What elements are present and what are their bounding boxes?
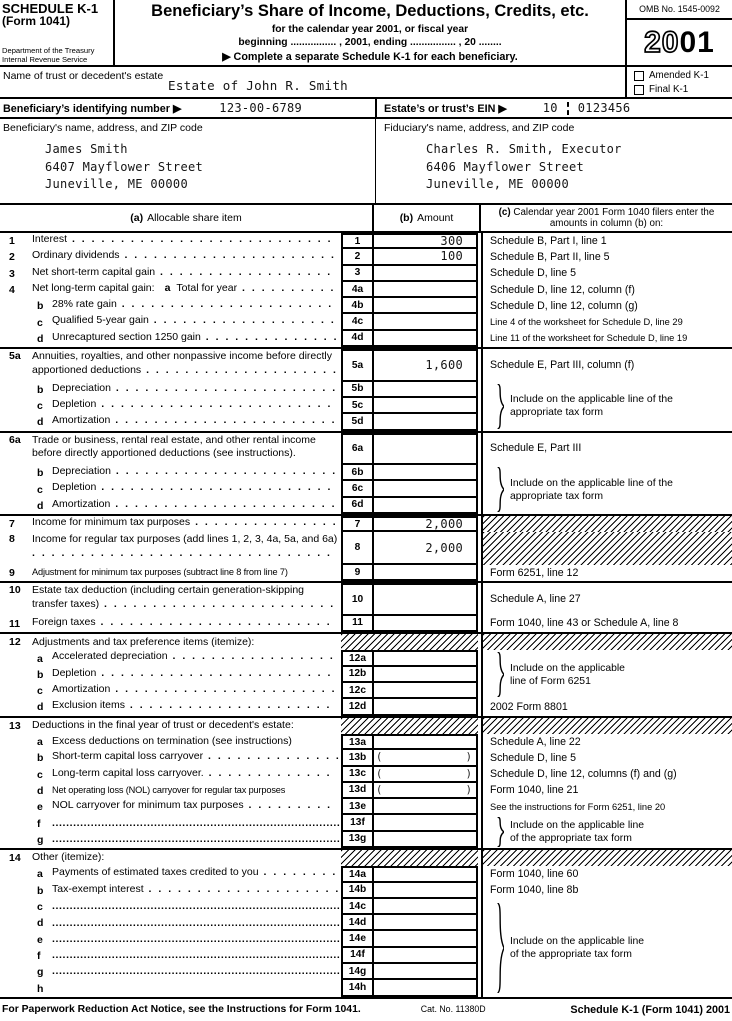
row-label: Income for minimum tax purposes . . (32, 516, 341, 532)
line-number: h (37, 982, 44, 995)
sub-line-letter: a (164, 281, 171, 294)
line-number-box: 13b (341, 750, 374, 766)
paperwork-notice: For Paperwork Reduction Act Notice, see the Instructions for Form 1041. (2, 1003, 361, 1015)
row-label: Foreign taxes . . (32, 616, 341, 632)
row-label: Net short-term capital gain . . (32, 266, 341, 282)
beneficiary-address-label: Beneficiary's name, address, and ZIP code (3, 122, 203, 134)
line-number-box: 8 (341, 532, 374, 565)
fiduciary-name: Charles R. Smith, Executor (426, 142, 622, 156)
column-b-header (374, 205, 481, 231)
column-c-ref: Schedule A, line 22 (481, 734, 732, 750)
amount-value: 2,000 (425, 517, 463, 532)
table-row (0, 783, 732, 799)
id-numbers-row (0, 99, 732, 119)
row-label: Amortization . . (52, 414, 341, 430)
instruction-line: ▶ Complete a separate Schedule K-1 for each beneficiary. (222, 51, 518, 63)
line-number-box: 13d (341, 783, 374, 799)
line-number-box: 14a (341, 866, 374, 882)
fiduciary-address-block (375, 119, 732, 203)
column-c-ref: Schedule D, line 5 (481, 750, 732, 766)
brace-icon (496, 652, 504, 697)
ein-divider (567, 102, 569, 115)
catalog-number: Cat. No. 11380D (420, 1003, 486, 1014)
department-lines (2, 47, 111, 64)
line-number: 8 (9, 533, 15, 546)
column-c-ref: Schedule D, line 12, column (f) (481, 282, 732, 298)
write-in-line[interactable] (52, 965, 341, 979)
table-row (0, 266, 732, 282)
line-number: b (37, 383, 44, 396)
line-number: 3 (9, 267, 15, 280)
write-in-line[interactable] (52, 833, 341, 847)
brace-note: Include on the applicable line of Form 6251 (510, 662, 625, 687)
row-label: Amortization . . (52, 683, 341, 699)
brace-icon (496, 903, 504, 993)
column-c-hatched (481, 850, 732, 866)
fiduciary-address-label: Fiduciary's name, address, and ZIP code (384, 122, 575, 134)
column-c-ref: Form 1040, line 8b (481, 883, 732, 899)
table-row (0, 249, 732, 265)
brace-icon (496, 467, 504, 512)
beneficiary-street: 6407 Mayflower Street (45, 159, 204, 174)
line-number: e (37, 933, 43, 946)
table-row (0, 699, 732, 715)
line-number: f (37, 949, 41, 962)
table-body (0, 233, 732, 997)
line-number: a (37, 868, 43, 881)
line-number-box: 12a (341, 650, 374, 666)
column-c-ref: Schedule D, line 12, columns (f) and (g) (481, 767, 732, 783)
line-number-box: 13g (341, 832, 374, 848)
section-line-6 (0, 431, 732, 514)
line-number-box: 2 (341, 249, 374, 265)
brace-group-5 (496, 382, 673, 431)
line-number: 2 (9, 251, 15, 264)
section-line-13 (0, 716, 732, 848)
row-label: Excess deductions on termination (see instructions) (52, 735, 292, 748)
column-c-hatched (481, 634, 732, 650)
line-number-box: 14e (341, 931, 374, 947)
section-line-14 (0, 848, 732, 997)
line-number-box: 5c (341, 398, 374, 414)
year-outline-part: 20 (644, 25, 680, 59)
line-number: b (37, 752, 44, 765)
amended-k1-label: Amended K-1 (649, 70, 709, 81)
fiduciary-city: Juneville, ME 00000 (426, 177, 569, 191)
line-number-box: 13a (341, 734, 374, 750)
line-number-box: 4a (341, 282, 374, 298)
table-row (0, 583, 732, 616)
beneficiary-id-cell (0, 99, 375, 117)
row-label: Interest . . (32, 233, 341, 249)
brace-note: Include on the applicable line of the appropriate tax form (510, 477, 673, 502)
table-row (0, 532, 732, 565)
estate-name-cell (0, 67, 625, 97)
fiduciary-street: 6406 Mayflower Street (426, 159, 585, 174)
table-row (0, 750, 732, 766)
table-row (0, 799, 732, 815)
k1-status-box (625, 67, 732, 97)
line-number: a (37, 736, 43, 749)
line-number-box: 6c (341, 481, 374, 497)
line-number: c (37, 685, 43, 698)
table-row (0, 866, 732, 882)
table-row (0, 298, 732, 314)
line-number: d (37, 701, 44, 714)
line-number-box: 9 (341, 565, 374, 581)
line-number-box: 5a (341, 349, 374, 382)
column-a-header (0, 205, 374, 231)
beneficiary-address-block (0, 119, 375, 203)
column-b-title: Amount (417, 212, 454, 224)
line-number: f (37, 817, 41, 830)
column-c-ref: Schedule D, line 12, column (g) (481, 298, 732, 314)
brace-note: Include on the applicable line of the appropriate tax form (510, 394, 673, 419)
column-c-ref: Schedule D, line 5 (481, 266, 732, 282)
dept-line2: Internal Revenue Service (2, 54, 88, 64)
line-number: 7 (9, 518, 15, 531)
row-label: Tax-exempt interest . . (52, 883, 341, 899)
table-row (0, 331, 732, 347)
row-label: Depletion . . (52, 667, 341, 683)
line-number: d (37, 917, 44, 930)
final-k1-row (634, 84, 732, 95)
estate-ein-cell (375, 99, 732, 117)
beneficiary-id-value: 123-00-6789 (219, 101, 303, 115)
page-title: Beneficiary’s Share of Income, Deductions, Credits, etc. (151, 2, 589, 20)
form-number: (Form 1041) (2, 14, 71, 28)
line-number-box: 3 (341, 266, 374, 282)
line-number: b (37, 668, 44, 681)
line-number-box: 14h (341, 980, 374, 996)
column-c-ref: Line 4 of the worksheet for Schedule D, line 29 (481, 314, 732, 330)
estate-ein-label: Estate’s or trust’s EIN ▶ (384, 102, 507, 115)
amount-value: 100 (440, 249, 463, 264)
row-label: Unrecaptured section 1250 gain . . (52, 331, 341, 347)
beneficiary-id-label: Beneficiary’s identifying number ▶ (3, 102, 182, 115)
table-row-header (0, 850, 732, 866)
table-row (0, 349, 732, 382)
schedule-label: SCHEDULE K-1 (2, 1, 99, 16)
brace-group-13 (496, 815, 644, 848)
fiscal-year-line: beginning ................ , 2001, ending ................ , 20 ........ (238, 37, 502, 48)
column-c-ref: Form 1040, line 60 (481, 866, 732, 882)
final-k1-label: Final K-1 (649, 84, 689, 95)
brace-group-12 (496, 650, 625, 699)
table-row-header (0, 634, 732, 650)
row-label: Trade or business, rental real estate, and other rental income before directly apportioned deductions (see instructions). (32, 433, 316, 460)
row-label: Payments of estimated taxes credited to you . . (52, 866, 341, 882)
line-number: 10 (9, 584, 21, 597)
row-label: Depreciation . . (52, 465, 341, 481)
line-number-box: 12c (341, 683, 374, 699)
column-c-ref: 2002 Form 8801 (481, 699, 732, 715)
estate-name-row (0, 67, 732, 99)
column-c-tag: (c) (498, 206, 511, 218)
final-k1-checkbox[interactable] (634, 85, 644, 95)
row-label: Accelerated depreciation . . (52, 650, 341, 666)
column-c-ref: See the instructions for Form 6251, line 20 (481, 799, 732, 815)
row-label: Income for regular tax purposes (add lines 1, 2, 3, 4a, 5a, and 6a) . . (32, 533, 341, 565)
column-c-ref: Schedule A, line 27 (481, 583, 732, 616)
amended-k1-checkbox[interactable] (634, 71, 644, 81)
row-label: Qualified 5-year gain . . (52, 314, 341, 330)
row-label: Estate tax deduction (including certain generation-skipping transfer taxes) . . (32, 584, 341, 616)
line-number-box: 6a (341, 433, 374, 466)
line-number: 1 (9, 235, 15, 248)
title-block (115, 0, 625, 65)
column-c-ref: Schedule B, Part I, line 1 (481, 233, 732, 249)
fiduciary-address-lines (426, 141, 732, 194)
row-label: NOL carryover for minimum tax purposes . . (52, 799, 341, 815)
column-c-hatched (481, 532, 732, 565)
addresses-row (0, 119, 732, 203)
table-row (0, 565, 732, 581)
year-bold-part: 01 (679, 25, 715, 59)
line-number-box: 14g (341, 964, 374, 980)
column-c-ref: Schedule E, Part III (481, 433, 732, 466)
line-number-box: 1 (341, 233, 374, 249)
line-number: d (37, 499, 44, 512)
row-label: Other (itemize): (32, 851, 105, 864)
ein-prefix: 10 (542, 101, 558, 115)
table-row (0, 516, 732, 532)
column-c-ref: Schedule B, Part II, line 5 (481, 249, 732, 265)
line-number: b (37, 300, 44, 313)
line-number: 14 (9, 852, 21, 865)
line-number: g (37, 966, 44, 979)
row-label: Amortization . . (52, 498, 341, 514)
section-lines-10-11 (0, 581, 732, 632)
line-number: 6a (9, 433, 21, 446)
line-number-box: 4c (341, 314, 374, 330)
column-a-tag: (a) (130, 212, 144, 224)
brace-group-6 (496, 465, 673, 514)
amended-k1-row (634, 70, 732, 81)
ein-suffix: 0123456 (577, 101, 631, 115)
line-number: c (37, 400, 43, 413)
line-number: g (37, 833, 44, 846)
line-number-box: 14c (341, 899, 374, 915)
brace-note: Include on the applicable line of the appropriate tax form (510, 935, 645, 960)
table-header (0, 203, 732, 233)
table-row (0, 282, 732, 298)
brace-icon (496, 817, 504, 847)
beneficiary-address-lines (45, 141, 375, 194)
row-label: Depletion . . (52, 481, 341, 497)
line-number: c (37, 768, 43, 781)
column-c-ref: Form 1040, line 21 (481, 783, 732, 799)
line-number-box: 12b (341, 667, 374, 683)
section-lines-7-9 (0, 514, 732, 581)
estate-name-value: Estate of John R. Smith (168, 78, 348, 93)
brace-group-14 (496, 899, 644, 997)
table-row (0, 767, 732, 783)
line-number: 13 (9, 719, 21, 732)
estate-ein-value (543, 101, 631, 115)
line-number: 11 (9, 617, 21, 630)
brace-icon (496, 384, 504, 429)
column-a-title: Allocable share item (147, 212, 242, 224)
column-c-title: Calendar year 2001 Form 1040 filers enter the amounts in column (b) on: (513, 206, 715, 229)
table-row (0, 433, 732, 466)
column-b-tag: (b) (399, 212, 414, 224)
line-number-box: 13c (341, 767, 374, 783)
write-in-line[interactable] (52, 917, 341, 931)
line-number-box: 11 (341, 616, 374, 632)
line-number: b (37, 884, 44, 897)
row-label: Depreciation . . (52, 382, 341, 398)
line-number-box: 7 (341, 516, 374, 532)
line-number-box: 13f (341, 815, 374, 831)
write-in-line[interactable] (52, 949, 341, 963)
write-in-line[interactable] (52, 900, 341, 914)
row-label: Short-term capital loss carryover . . (52, 750, 341, 766)
line-number-box: 13e (341, 799, 374, 815)
column-c-ref: Form 1040, line 43 or Schedule A, line 8 (481, 616, 732, 632)
write-in-line[interactable] (52, 817, 341, 831)
table-row (0, 883, 732, 899)
dept-line1: Department of the Treasury (2, 46, 95, 56)
form-footer-id: Schedule K-1 (Form 1041) 2001 (570, 1003, 730, 1016)
row-label: Net operating loss (NOL) carryover for regular tax purposes (52, 785, 286, 796)
line-number: d (37, 416, 44, 429)
row-label: Adjustments and tax preference items (itemize): (32, 635, 255, 648)
tax-year (627, 20, 732, 65)
row-label: Annuities, royalties, and other nonpassive income before directly apportioned deductions . . (32, 350, 341, 382)
row-label: 28% rate gain . . (52, 298, 341, 314)
row-label: Depletion . . (52, 398, 341, 414)
line-number: c (37, 901, 43, 914)
hatched-strip (341, 634, 478, 650)
calendar-year-line: for the calendar year 2001, or fiscal year (271, 24, 469, 35)
omb-year-block (625, 0, 732, 65)
line-number-box: 6b (341, 465, 374, 481)
line-number: b (37, 467, 44, 480)
line-number-box: 4b (341, 298, 374, 314)
table-row (0, 734, 732, 750)
line-number-box: 6d (341, 498, 374, 514)
column-c-header (481, 205, 732, 231)
line-number-box: 12d (341, 699, 374, 715)
table-row (0, 616, 732, 632)
table-row (0, 233, 732, 249)
amount-value: 2,000 (425, 540, 463, 555)
section-line-5 (0, 347, 732, 430)
beneficiary-name: James Smith (45, 142, 128, 156)
line-number: e (37, 801, 43, 814)
section-line-12 (0, 632, 732, 715)
line-number: 4 (9, 284, 15, 297)
row-label: Exclusion items . . (52, 699, 341, 715)
amount-value: 300 (440, 234, 463, 249)
column-c-ref: Line 11 of the worksheet for Schedule D, line 19 (481, 331, 732, 347)
table-row-header (0, 718, 732, 734)
line-number-box: 14d (341, 915, 374, 931)
form-header (0, 0, 732, 67)
line-number: 9 (9, 567, 15, 580)
hatched-strip (341, 850, 478, 866)
row-label: Adjustment for minimum tax purposes (subtract line 8 from line 7) (32, 567, 288, 578)
form-id-block (0, 0, 115, 65)
estate-name-label: Name of trust or decedent's estate (3, 70, 164, 82)
amount-value: 1,600 (425, 358, 463, 373)
column-c-hatched (481, 718, 732, 734)
line-number: d (37, 784, 44, 797)
line-number: d (37, 332, 44, 345)
line-number: 12 (9, 636, 21, 649)
column-c-hatched (481, 516, 732, 532)
line-number-box: 5b (341, 382, 374, 398)
line-number: a (37, 652, 43, 665)
line-number-box: 14f (341, 948, 374, 964)
line-number: 5a (9, 350, 21, 363)
row-label: Ordinary dividends . . (32, 249, 341, 265)
hatched-strip (341, 718, 478, 734)
write-in-line[interactable] (52, 933, 341, 947)
row-label: Deductions in the final year of trust or decedent's estate: (32, 719, 294, 731)
omb-number: OMB No. 1545-0092 (627, 0, 732, 20)
form-footer (0, 997, 732, 1020)
row-label: Net long-term capital gain: a Total for year . . (32, 282, 341, 298)
row-label: Long-term capital loss carryover. . . (52, 767, 341, 783)
line-number-box: 14b (341, 883, 374, 899)
column-c-ref: Form 6251, line 12 (481, 565, 732, 581)
line-number-box: 5d (341, 414, 374, 430)
line-number-box: 10 (341, 583, 374, 616)
beneficiary-city: Juneville, ME 00000 (45, 177, 188, 191)
brace-note: Include on the applicable line of the appropriate tax form (510, 819, 645, 844)
line-number: c (37, 483, 43, 496)
section-lines-1-4 (0, 233, 732, 347)
line-number: c (37, 316, 43, 329)
line-number-box: 4d (341, 331, 374, 347)
column-c-ref: Schedule E, Part III, column (f) (481, 349, 732, 382)
table-row (0, 314, 732, 330)
